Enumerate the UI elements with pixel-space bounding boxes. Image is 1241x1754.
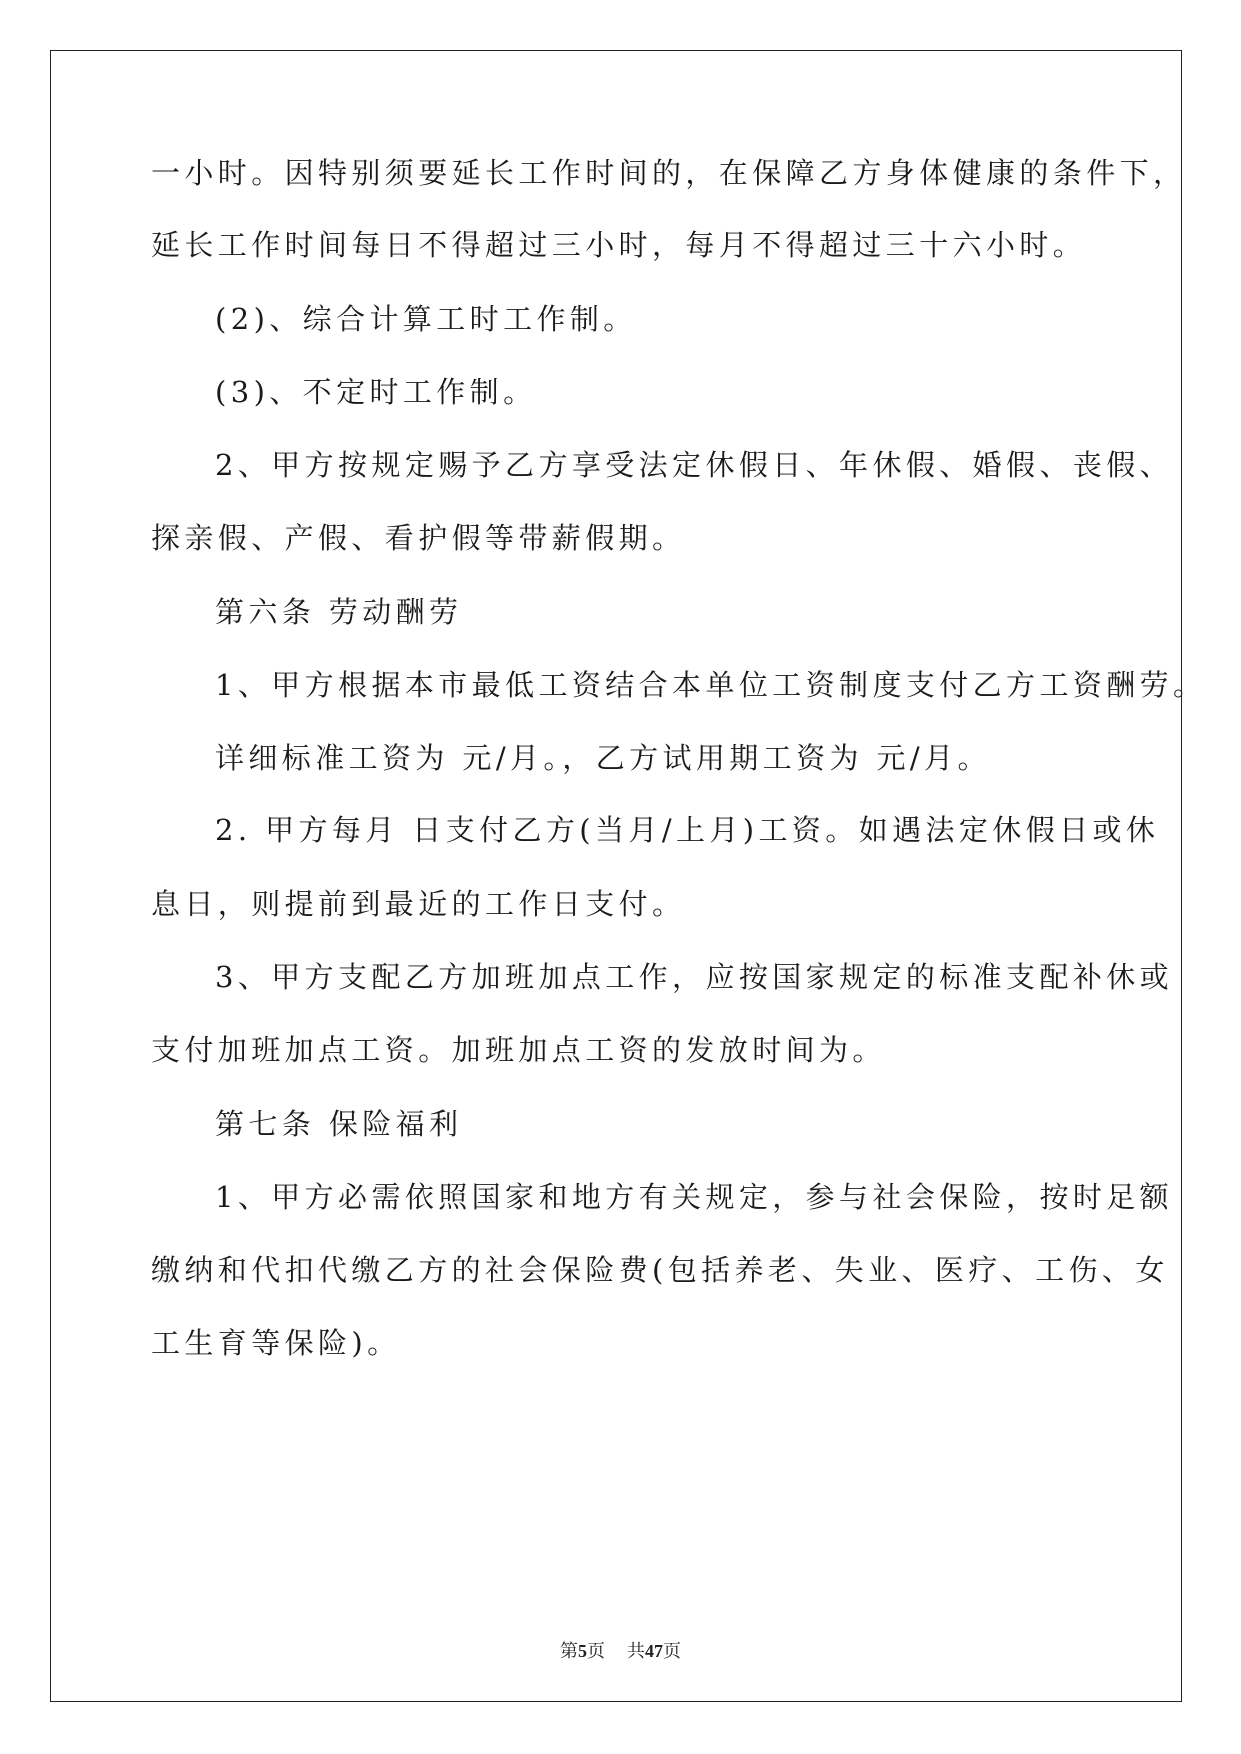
total-suffix: 页: [663, 1641, 681, 1661]
text-line: 一小时。因特别须要延长工作时间的，在保障乙方身体健康的条件下，: [151, 156, 1187, 190]
text-line: 工生育等保险)。: [151, 1326, 401, 1360]
text-line: 1、甲方根据本市最低工资结合本单位工资制度支付乙方工资酬劳。: [215, 668, 1207, 702]
text-line: 支付加班加点工资。加班加点工资的发放时间为。: [151, 1033, 886, 1067]
text-line: 2. 甲方每月 日支付乙方(当月/上月)工资。如遇法定休假日或休: [215, 813, 1160, 847]
text-line: 缴纳和代扣代缴乙方的社会保险费(包括养老、失业、医疗、工伤、女: [151, 1253, 1169, 1287]
text-line: 3、甲方支配乙方加班加点工作，应按国家规定的标准支配补休或: [215, 960, 1174, 994]
section-heading: 第六条 劳动酬劳: [215, 595, 463, 629]
text-line: 2、甲方按规定赐予乙方享受法定休假日、年休假、婚假、丧假、: [215, 448, 1174, 482]
text-line: 息日，则提前到最近的工作日支付。: [151, 887, 686, 921]
page-border: [50, 50, 1182, 1702]
section-heading: 第七条 保险福利: [215, 1107, 463, 1141]
text-line: (2)、综合计算工时工作制。: [215, 302, 637, 336]
text-line: 1、甲方必需依照国家和地方有关规定，参与社会保险，按时足额: [215, 1180, 1174, 1214]
page-number: 5: [578, 1641, 587, 1661]
text-line: 探亲假、产假、看护假等带薪假期。: [151, 521, 686, 555]
page-suffix: 页: [587, 1641, 605, 1661]
text-line: (3)、不定时工作制。: [215, 375, 537, 409]
total-pages: 47: [645, 1641, 663, 1661]
page-footer: [0, 1639, 1241, 1663]
page-prefix: 第: [560, 1641, 578, 1661]
total-prefix: 共: [627, 1641, 645, 1661]
text-line: 详细标准工资为 元/月。，乙方试用期工资为 元/月。: [215, 741, 991, 775]
text-line: 延长工作时间每日不得超过三小时，每月不得超过三十六小时。: [151, 228, 1087, 262]
